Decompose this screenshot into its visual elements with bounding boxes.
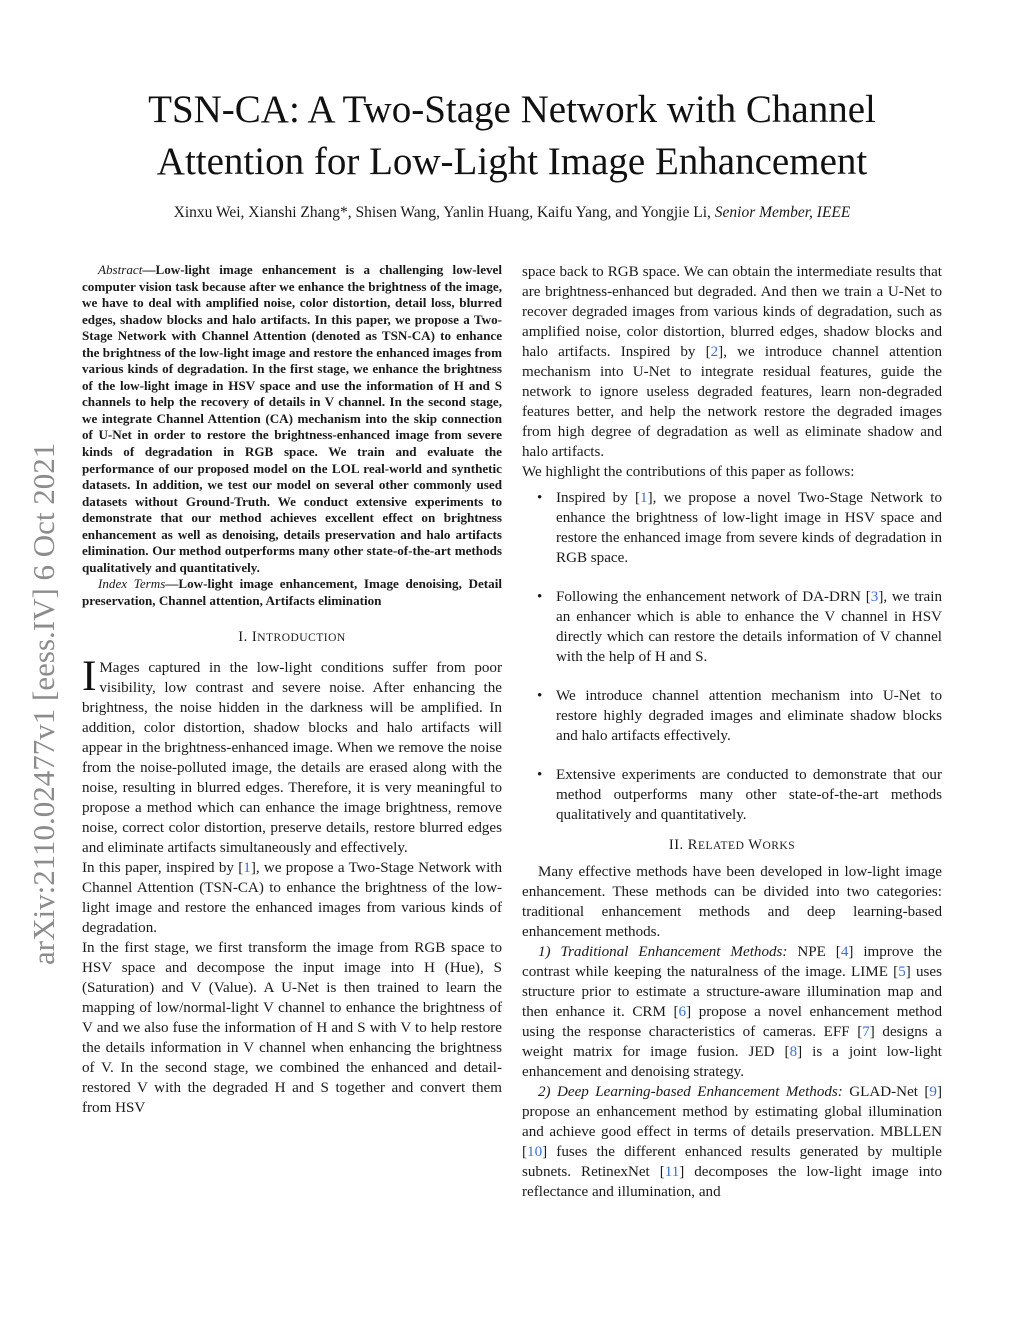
text-run: Extensive experiments are conducted to demonstrate that our method outperforms many other state-of-the-art methods qualitatively and quantitatively. <box>556 767 942 823</box>
section-title-initial: I <box>251 629 258 646</box>
citation-link[interactable]: 11 <box>664 1164 680 1180</box>
title-line-2: Attention for Low-Light Image Enhancement <box>156 140 868 183</box>
citation-link[interactable]: 4 <box>840 944 849 960</box>
text-run: We introduce channel attention mechanism into U-Net to restore highly degraded images and eliminate shadow blocks and halo artifacts effectively. <box>556 688 942 744</box>
drop-cap: I <box>82 653 97 701</box>
text-run: Inspired by [ <box>556 490 641 506</box>
contribution-item <box>556 686 942 746</box>
citation-link[interactable]: 2 <box>710 344 719 360</box>
index-terms <box>82 576 502 609</box>
citation-link[interactable]: 10 <box>527 1144 543 1160</box>
introduction-body <box>82 653 503 1118</box>
abstract <box>82 262 502 609</box>
abstract-label: Abstract <box>98 262 143 277</box>
author-affiliation: Senior Member, IEEE <box>714 204 851 221</box>
intro-paragraph-2 <box>82 858 502 938</box>
section-title-rest: ORKS <box>762 840 796 852</box>
left-column <box>82 262 502 1118</box>
citation-link[interactable]: 8 <box>789 1044 798 1060</box>
intro-paragraph-1 <box>82 653 502 858</box>
section-title-rest: NTRODUCTION <box>257 632 346 645</box>
citation-link[interactable]: 9 <box>929 1084 937 1100</box>
text-run: GLAD-Net [ <box>842 1084 930 1100</box>
right-paragraph-1 <box>522 262 942 462</box>
citation-link[interactable]: 3 <box>870 589 879 605</box>
section-title-rest: ELATED <box>697 840 745 852</box>
citation-link[interactable]: 7 <box>862 1024 870 1040</box>
contribution-list <box>522 488 942 825</box>
section-heading-related-works <box>522 835 942 856</box>
text-run: ] fuses the different enhanced results generated by multiple subnets. RetinexNet [ <box>522 1144 942 1180</box>
text-run: ] propose an enhancement method by estimating global illumination and achieve good effect in terms of details preservation. MBLLEN [ <box>522 1084 942 1160</box>
text-run: ], we propose a novel Two-Stage Network to enhance the brightness of low-light image in HSV space and restore the enhanced image from severe kinds of degradation in RGB space. <box>556 490 942 566</box>
citation-link[interactable]: 1 <box>243 860 251 877</box>
abstract-text <box>82 262 502 576</box>
contribution-item <box>556 488 942 568</box>
text-run: ], we propose a Two-Stage Network with Channel Attention (TSN-CA) to enhance the brightness of the low-light image and restore the enhanced images from various kinds of degradation. <box>82 860 503 937</box>
related-paragraph-2 <box>522 942 942 1082</box>
citation-link[interactable]: 1 <box>640 490 648 506</box>
related-paragraph-1: Many effective methods have been developed in low-light image enhancement. These methods can be divided into two categories: traditional enhancement methods and deep learning-based enhancement methods. <box>522 864 942 940</box>
abstract-body: —Low-light image enhancement is a challenging low-level computer vision task because after we enhance the brightness of the image, we have to deal with amplified noise, color distortion, detail loss, blurred edges, shadow blocks and halo artifacts. In this paper, we propose a Two-Stage Network with Channel Attention (denoted as TSN-CA) to enhance the brightness of the low-light image and restore the enhanced images from various kinds of degradation. In the first stage, we enhance the brightness of the low-light image in HSV space and use the information of H and S channels to help the recovery of details in V channel. In the second stage, we integrate Channel Attention (CA) mechanism into the skip connection of U-Net in order to restore the brightness-enhanced image from severe kinds of degradation in RGB space. We train and evaluate the performance of our proposed model on the LOL real-world and synthetic datasets. In addition, we test our model on several other commonly used datasets without Ground-Truth. We conduct extensive experiments to demonstrate that our method achieves excellent effect on brightness enhancement as well as denoising, details preservation and halo artifacts elimination. Our method outperforms many other state-of-the-art methods qualitatively and quantitatively. <box>82 262 502 575</box>
intro-paragraph-3: In the first stage, we first transform the image from RGB space to HSV space and decompose the input image into H (Hue), S (Saturation) and V (Value). A U-Net is then trained to learn the mapping of low/normal-light V channel to enhance the brightness of V and we also fuse the information of H and S with V to help restore the details information in V channel when enhancing the brightness of V. In the second stage, we combined the enhanced and detail-restored V with the degraded H and S together and convert them from HSV <box>82 940 502 1117</box>
section-number: II. <box>668 837 684 853</box>
section-number: I. <box>238 629 248 646</box>
text-run: ], we train an enhancer which is able to enhance the V channel in HSV directly which can restore the details information of V channel with the help of H and S. <box>556 589 943 665</box>
index-terms-body: —Low-light image enhancement, Image denoising, Detail preservation, Channel attention, Artifacts elimination <box>82 576 502 608</box>
text-run: Following the enhancement network of DA-DRN [ <box>556 589 871 605</box>
section-title-initial: R <box>687 837 698 853</box>
section-title-initial: W <box>748 837 763 853</box>
text-run: space back to RGB space. We can obtain the intermediate results that are brightness-enhanced but degraded. And then we train a U-Net to recover degraded images from various kinds of degradation, such as amplified noise, color distortion, blurred edges, shadow blocks and halo artifacts. Inspired by [ <box>522 264 942 360</box>
text-run: ] propose a novel enhancement method using the response characteristics of cameras. EFF [ <box>522 1004 942 1040</box>
author-list <box>60 202 964 224</box>
subsection-heading: 1) Traditional Enhancement Methods: <box>538 944 788 960</box>
contribution-item <box>556 765 942 825</box>
author-names: Xinxu Wei, Xianshi Zhang*, Shisen Wang, Yanlin Huang, Kaifu Yang, and Yongjie Li, <box>173 204 711 221</box>
contribution-item <box>556 587 942 667</box>
related-paragraph-3 <box>522 1082 942 1202</box>
text-run: ] decomposes the low-light image into reflectance and illumination, and <box>522 1164 942 1200</box>
text-run: ] improve the contrast while keeping the naturalness of the image. LIME [ <box>522 944 942 980</box>
intro-paragraph-1-text: Mages captured in the low-light conditions suffer from poor visibility, low contrast and severe noise. After enhancing the brightness, the noise hidden in the darkness will be amplified. In addition, color distortion, shadow blocks and halo artifacts will appear in the brightness-enhanced image. When we remove the noise from the noise-polluted image, the details are erased along with the noise, resulting in blurred edges. Therefore, it is very meaningful to propose a method which can enhance the image brightness, remove noise, correct color distortion, preserve details, restore blurred edges and eliminate artifacts simultaneously and effectively. <box>82 660 502 857</box>
citation-link[interactable]: 6 <box>678 1004 687 1020</box>
right-paragraph-2: We highlight the contributions of this paper as follows: <box>522 464 855 480</box>
text-run: ] is a joint low-light enhancement and denoising strategy. <box>522 1044 942 1080</box>
index-terms-label: Index Terms <box>98 576 166 592</box>
arxiv-identifier: arXiv:2110.02477v1 [eess.IV] 6 Oct 2021 <box>26 442 61 965</box>
text-run: ] uses structure prior to estimate a structure-aware illumination map and then enhance it. CRM [ <box>522 964 942 1020</box>
intro-continued <box>522 262 942 1202</box>
subsection-heading: 2) Deep Learning-based Enhancement Methods: <box>538 1084 843 1100</box>
text-run: ] designs a weight matrix for image fusion. JED [ <box>522 1024 942 1060</box>
right-column <box>522 262 942 1202</box>
citation-link[interactable]: 5 <box>898 964 906 980</box>
text-run: ], we introduce channel attention mechanism into U-Net to integrate residual features, guide the network to ignore useless degraded features, learn non-degraded features better, and help the network restore the degraded images from high degree of degradation as well as eliminate shadow and halo artifacts. <box>522 344 942 460</box>
paper-title <box>80 84 944 188</box>
text-run: In this paper, inspired by [ <box>82 860 244 877</box>
section-heading-introduction <box>82 627 502 648</box>
text-run: NPE [ <box>787 944 841 960</box>
title-line-1: TSN-CA: A Two-Stage Network with Channel <box>148 88 876 131</box>
